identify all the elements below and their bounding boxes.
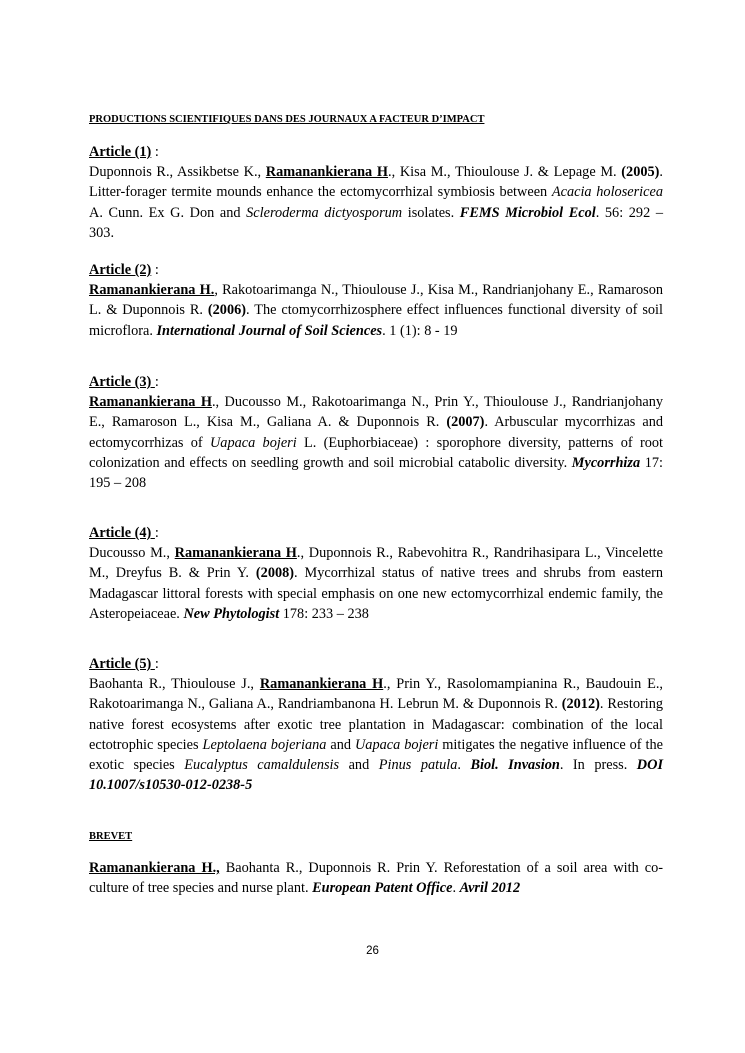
article-heading: Article (3) : — [89, 374, 159, 390]
article-label: Article (1) — [89, 144, 152, 160]
article-label: Article (2) — [89, 262, 152, 278]
article-heading: Article (5) : — [89, 656, 159, 672]
section-title-publications: PRODUCTIONS SCIENTIFIQUES DANS DES JOURNAUX A FACTEUR D’IMPACT — [89, 114, 485, 125]
article-label: Article (4) — [89, 525, 155, 541]
article-heading: Article (2) : — [89, 262, 159, 278]
publication-year: (2008) — [255, 565, 295, 582]
publication-year: (2005) — [621, 164, 660, 181]
highlighted-author: Ramanankierana H — [265, 164, 389, 181]
publication-year: (2007) — [446, 414, 485, 431]
journal-name: International Journal of Soil Sciences — [156, 322, 383, 339]
highlighted-author: Ramanankierana H — [259, 676, 384, 693]
species-name: Uapaca bojeri — [354, 736, 439, 753]
highlighted-author: Ramanankierana H — [174, 545, 297, 562]
page-number: 26 — [366, 945, 379, 957]
article-citation: Baohanta R., Thioulouse J., Ramanankierana H., Prin Y., Rasolomampianina R., Baudouin E., Rakotoarimanga N., Galiana A., Randriambanona H. Lebrun M. & Duponnois R. (2012). Restoring native forest ecosystems after exotic tree plantation in Madagascar: combination of the local ectotrophic species Leptolaena bojeriana and Uapaca bojeri mitigates the negative influence of the exotic species Eucalyptus camaldulensis and Pinus patula. Biol. Invasion. In press. DOI 10.1007/s10530-012-0238-5 — [89, 676, 664, 794]
patent-entry — [89, 858, 663, 898]
article-label: Article (3) — [89, 374, 155, 390]
doi: DOI 10.1007/s10530-012-0238-5 — [89, 757, 664, 794]
patent-citation: Ramanankierana H., Baohanta R., Duponnois R. Prin Y. Reforestation of a soil area with co-culture of tree species and nurse plant. European Patent Office. Avril 2012 — [89, 860, 663, 897]
patent-date: Avril 2012 — [459, 880, 521, 897]
patent-office: European Patent Office — [312, 880, 453, 897]
species-name: Uapaca bojeri — [209, 434, 297, 451]
article-label: Article (5) — [89, 656, 155, 672]
highlighted-author: Ramanankierana H — [89, 394, 212, 411]
article-citation: Ramanankierana H., Rakotoarimanga N., Thioulouse J., Kisa M., Randrianjohany E., Ramaroson L. & Duponnois R. (2006). The ctomycorrhizosphere effect influences functional diversity of soil microflora. International Journal of Soil Sciences. 1 (1): 8 - 19 — [89, 282, 663, 339]
article-citation: Ducousso M., Ramanankierana H., Duponnois R., Rabevohitra R., Randrihasipara L., Vincelette M., Dreyfus B. & Prin Y. (2008). Mycorrhizal status of native trees and shrubs from eastern Madagascar littoral forests with special emphasis on one new ectomycorrhizal endemic family, the Asteropeiaceae. New Phytologist 178: 233 – 238 — [89, 545, 663, 622]
article-heading: Article (4) : — [89, 525, 159, 541]
journal-name: Mycorrhiza — [571, 454, 641, 471]
journal-name: FEMS Microbiol Ecol — [459, 204, 596, 221]
species-name: Pinus patula — [378, 757, 458, 774]
highlighted-author: Ramanankierana H., — [89, 860, 220, 876]
species-name: Scleroderma dictyosporum — [246, 204, 403, 221]
species-name: Acacia holosericea — [551, 184, 663, 201]
article-citation: Ramanankierana H., Ducousso M., Rakotoarimanga N., Prin Y., Thioulouse J., Randrianjohany E., Ramaroson L., Kisa M., Galiana A. & Duponnois R. (2007). Arbuscular mycorrhizas and ectomycorrhizas of Uapaca bojeri L. (Euphorbiaceae) : sporophore diversity, patterns of root colonization and effects on seedling growth and soil microbial catabolic diversity. Mycorrhiza 17: 195 – 208 — [89, 394, 664, 492]
journal-name: New Phytologist — [183, 605, 280, 622]
publication-year: (2012) — [561, 696, 600, 713]
section-title-patent: BREVET — [89, 831, 133, 842]
article-4 — [89, 523, 663, 624]
article-3 — [89, 372, 663, 493]
article-heading: Article (1) : — [89, 144, 159, 160]
species-name: Eucalyptus camaldulensis — [184, 757, 340, 774]
article-citation: Duponnois R., Assikbetse K., Ramanankierana H., Kisa M., Thioulouse J. & Lepage M. (2005). Litter-forager termite mounds enhance the ectomycorrhizal symbiosis between Acacia holosericea A. Cunn. Ex G. Don and Scleroderma dictyosporum isolates. FEMS Microbiol Ecol. 56: 292 – 303. — [89, 164, 663, 241]
highlighted-author: Ramanankierana H. — [89, 282, 215, 299]
article-5 — [89, 654, 663, 795]
article-2 — [89, 260, 663, 341]
journal-name: Biol. Invasion — [470, 757, 560, 774]
article-1 — [89, 142, 663, 243]
publication-year: (2006) — [207, 302, 247, 319]
species-name: Leptolaena bojeriana — [202, 736, 327, 753]
